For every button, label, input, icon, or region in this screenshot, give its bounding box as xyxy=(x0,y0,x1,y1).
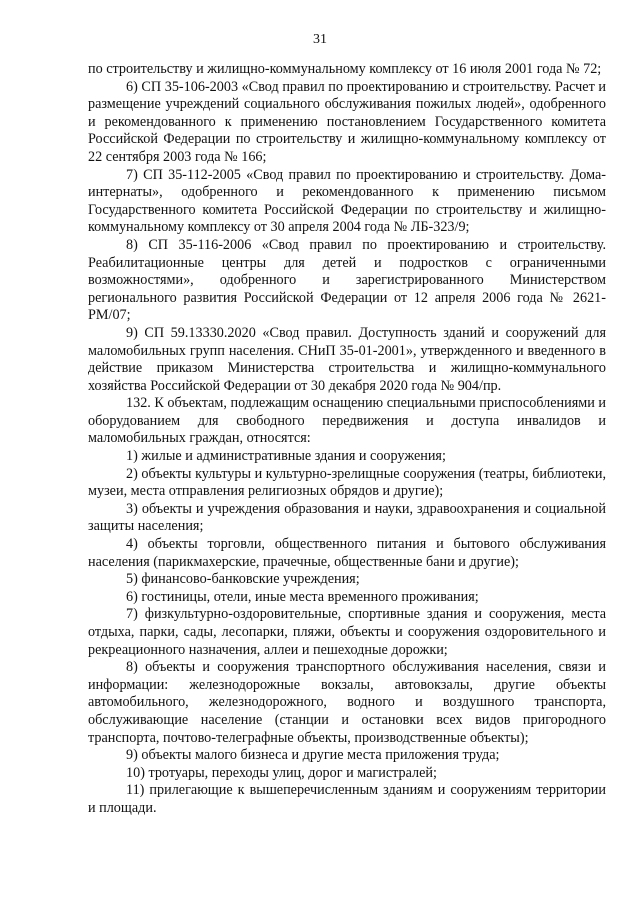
list-item-sp-35-106: 6) СП 35-106-2003 «Свод правил по проектированию и строительству. Расчет и размещение учреждений социального обслуживания пожилых людей», одобренного и рекомендованного к применению постановлением Государственного комитета Российской Федерации по строительству и жилищно-коммунальному комплексу от 22 сентября 2003 года № 166; xyxy=(88,78,606,165)
page-number: 31 xyxy=(313,32,327,47)
list-item-1: 1) жилые и административные здания и сооружения; xyxy=(126,448,446,465)
list-item-sp-35-112: 7) СП 35-112-2005 «Свод правил по проектированию и строительству. Дома-интернаты», одобренного и рекомендованного к применению письмом Государственного комитета Российской Федерации по строительству и жилищно-коммунальному комплексу от 30 апреля 2004 года № ЛБ-323/9; xyxy=(88,166,606,236)
list-item-2: 2) объекты культуры и культурно-зрелищные сооружения (театры, библиотеки, музеи, места отправления религиозных обрядов и другие); xyxy=(88,465,606,500)
list-item-6: 6) гостиницы, отели, иные места временного проживания; xyxy=(126,588,479,605)
list-item-5: 5) финансово-банковские учреждения; xyxy=(126,571,360,588)
list-item-9: 9) объекты малого бизнеса и другие места приложения труда; xyxy=(126,747,500,764)
list-item-sp-59-13330: 9) СП 59.13330.2020 «Свод правил. Доступность зданий и сооружений для маломобильных групп населения. СНиП 35-01-2001», утвержденного и введенного в действие приказом Министерства строительства и жилищно-коммунального хозяйства Российской Федерации от 30 декабря 2020 года № 904/пр. xyxy=(88,324,606,394)
list-item-4: 4) объекты торговли, общественного питания и бытового обслуживания населения (парикмахерские, прачечные, общественные бани и другие); xyxy=(88,536,606,570)
list-item-sp-35-116: 8) СП 35-116-2006 «Свод правил по проектированию и строительству. Реабилитационные центры для детей и подростков с ограниченными возможностями», одобренного и зарегистрированного Министерством регионального развития Российской Федерации от 12 апреля 2006 года № 2621-РМ/07; xyxy=(88,236,606,324)
list-item-3: 3) объекты и учреждения образования и науки, здравоохранения и социальной защиты населения; xyxy=(88,500,606,535)
list-item-8: 8) объекты и сооружения транспортного обслуживания населения, связи и информации: железнодорожные вокзалы, автовокзалы, другие объекты автомобильного, железнодорожного, водного и воздушного транспорта, обслуживающие население (станции и остановки всех видов пригородного транспорта, почтово-телеграфные объекты, производственные объекты); xyxy=(88,659,606,746)
paragraph-continuation: по строительству и жилищно-коммунальному комплексу от 16 июля 2001 года № 72; xyxy=(88,61,602,77)
list-item-10: 10) тротуары, переходы улиц, дорог и магистралей; xyxy=(126,764,437,781)
list-item-7: 7) физкультурно-оздоровительные, спортивные здания и сооружения, места отдыха, парки, сады, лесопарки, пляжи, объекты и сооружения оздоровительного и рекреационного назначения, аллеи и пешеходные дорожки; xyxy=(88,606,606,658)
paragraph-132: 132. К объектам, подлежащим оснащению специальными приспособлениями и оборудованием для свободного передвижения и доступа инвалидов и маломобильных граждан, относятся: xyxy=(88,395,606,447)
document-body xyxy=(88,61,606,818)
list-item-11: 11) прилегающие к вышеперечисленным зданиям и сооружениям территории и площади. xyxy=(88,782,606,816)
